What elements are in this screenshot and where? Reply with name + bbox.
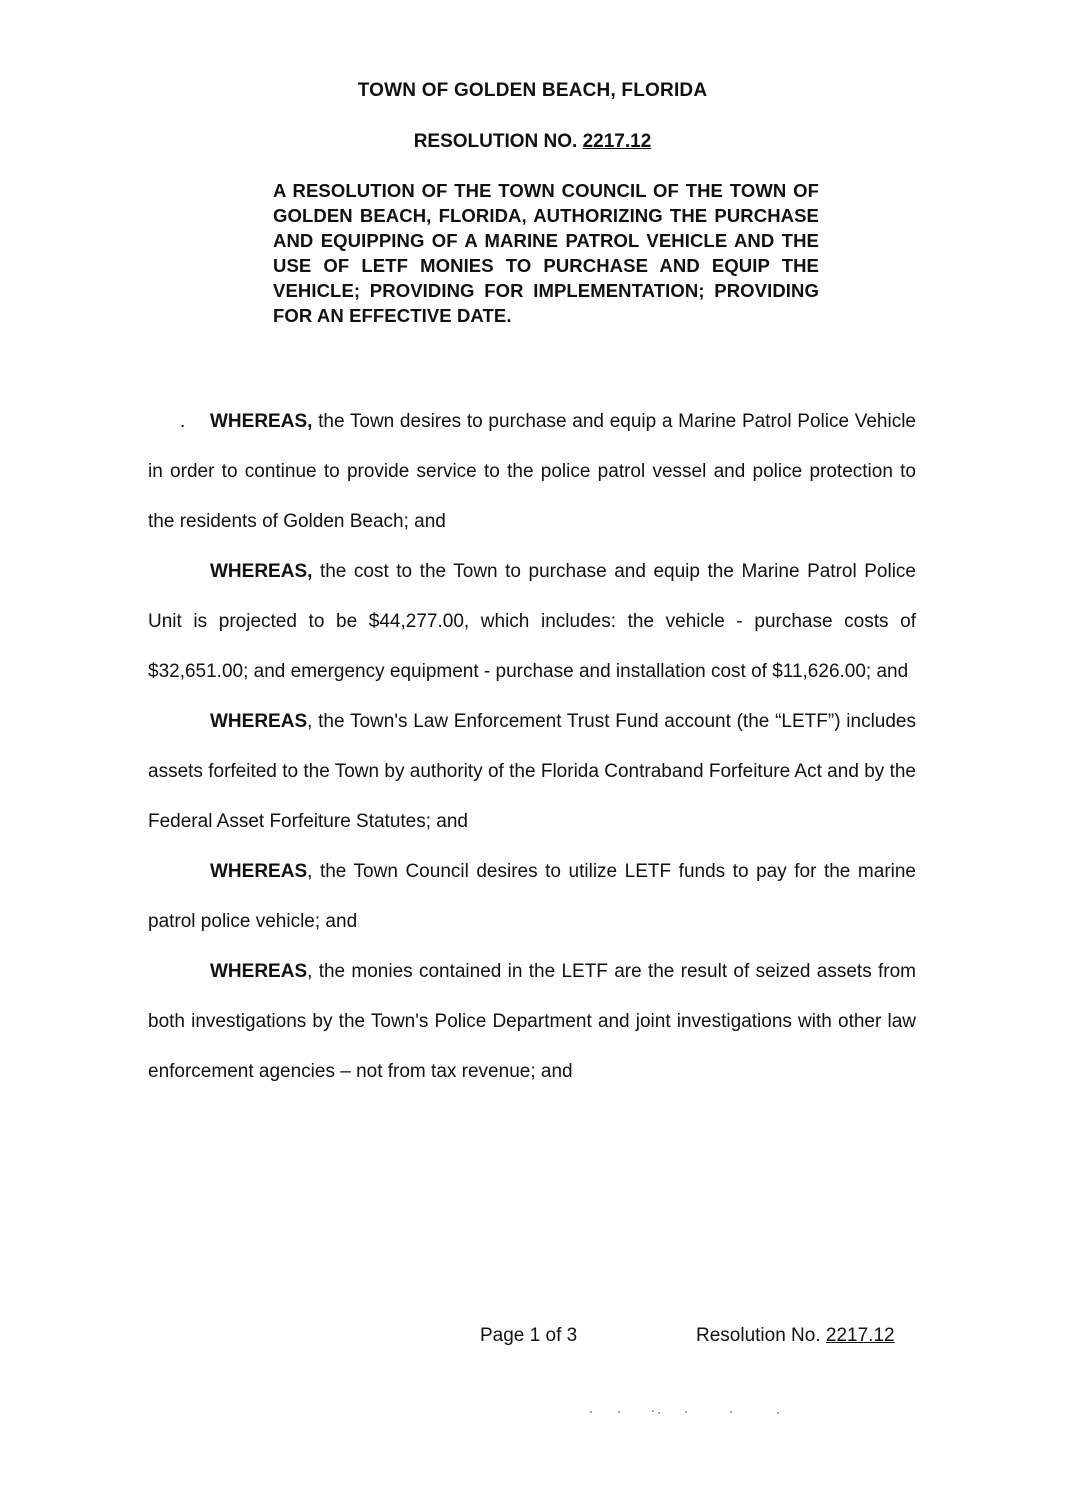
whereas-text: the Town desires to purchase and equip a Marine Patrol Police Vehicle in order to continue to provide service to the police patrol vessel and police protection to the residents of Golden Beach; and <box>148 411 916 532</box>
footer-resolution-label: Resolution No. <box>696 1325 826 1346</box>
page-number: Page 1 of 3 <box>480 1325 578 1346</box>
scan-speck <box>685 1411 687 1413</box>
whereas-lead: WHEREAS, <box>210 411 313 432</box>
resolution-number: 2217.12 <box>582 131 652 152</box>
scan-speck <box>652 1410 654 1412</box>
whereas-lead: WHEREAS <box>210 861 308 882</box>
whereas-text: , the Town's Law Enforcement Trust Fund account (the “LETF”) includes assets forfeited to the Town by authority of the Florida Contraband Forfeiture Act and by the Federal Asset Forfeiture Statutes; and <box>148 711 916 832</box>
scan-speck <box>590 1411 592 1413</box>
whereas-lead: WHEREAS <box>210 961 308 982</box>
whereas-lead: WHEREAS, <box>210 561 313 582</box>
resolution-caption: A RESOLUTION OF THE TOWN COUNCIL OF THE TOWN OF GOLDEN BEACH, FLORIDA, AUTHORIZING THE PURCHASE AND EQUIPPING OF A MARINE PATROL VEHICLE AND THE USE OF LETF MONIES TO PURCHASE AND EQUIP THE VEHICLE; PROVIDING FOR IMPLEMENTATION; PROVIDING FOR AN EFFECTIVE DATE. <box>273 180 819 326</box>
scan-speck <box>777 1412 779 1414</box>
scan-speck <box>730 1411 732 1413</box>
whereas-paragraph-2 <box>148 547 916 697</box>
whereas-text: , the monies contained in the LETF are the result of seized assets from both investigations by the Town's Police Department and joint investigations with other law enforcement agencies – not from tax revenue; and <box>148 961 916 1082</box>
whereas-lead: WHEREAS <box>210 711 308 732</box>
scan-speck <box>618 1411 620 1413</box>
whereas-paragraph-5 <box>148 947 916 1097</box>
whereas-paragraph-1 <box>148 397 916 547</box>
footer-resolution-number: 2217.12 <box>825 1325 895 1346</box>
town-title: TOWN OF GOLDEN BEACH, FLORIDA <box>357 80 708 101</box>
footer-resolution <box>696 1325 895 1347</box>
resolution-heading <box>0 131 1065 153</box>
whereas-paragraph-3 <box>148 697 916 847</box>
whereas-paragraph-4 <box>148 847 916 947</box>
scan-mark: . <box>180 411 186 432</box>
whereas-clauses <box>148 397 916 1097</box>
scan-speck <box>658 1412 660 1414</box>
whereas-text: the cost to the Town to purchase and equip the Marine Patrol Police Unit is projected to be $44,277.00, which includes: the vehicle - purchase costs of $32,651.00; and emergency equipment - purchase and installation cost of $11,626.00; and <box>148 561 916 682</box>
resolution-label: RESOLUTION NO. <box>413 131 583 152</box>
scan-artifacts <box>590 1408 790 1416</box>
whereas-text: , the Town Council desires to utilize LETF funds to pay for the marine patrol police vehicle; and <box>148 861 916 932</box>
